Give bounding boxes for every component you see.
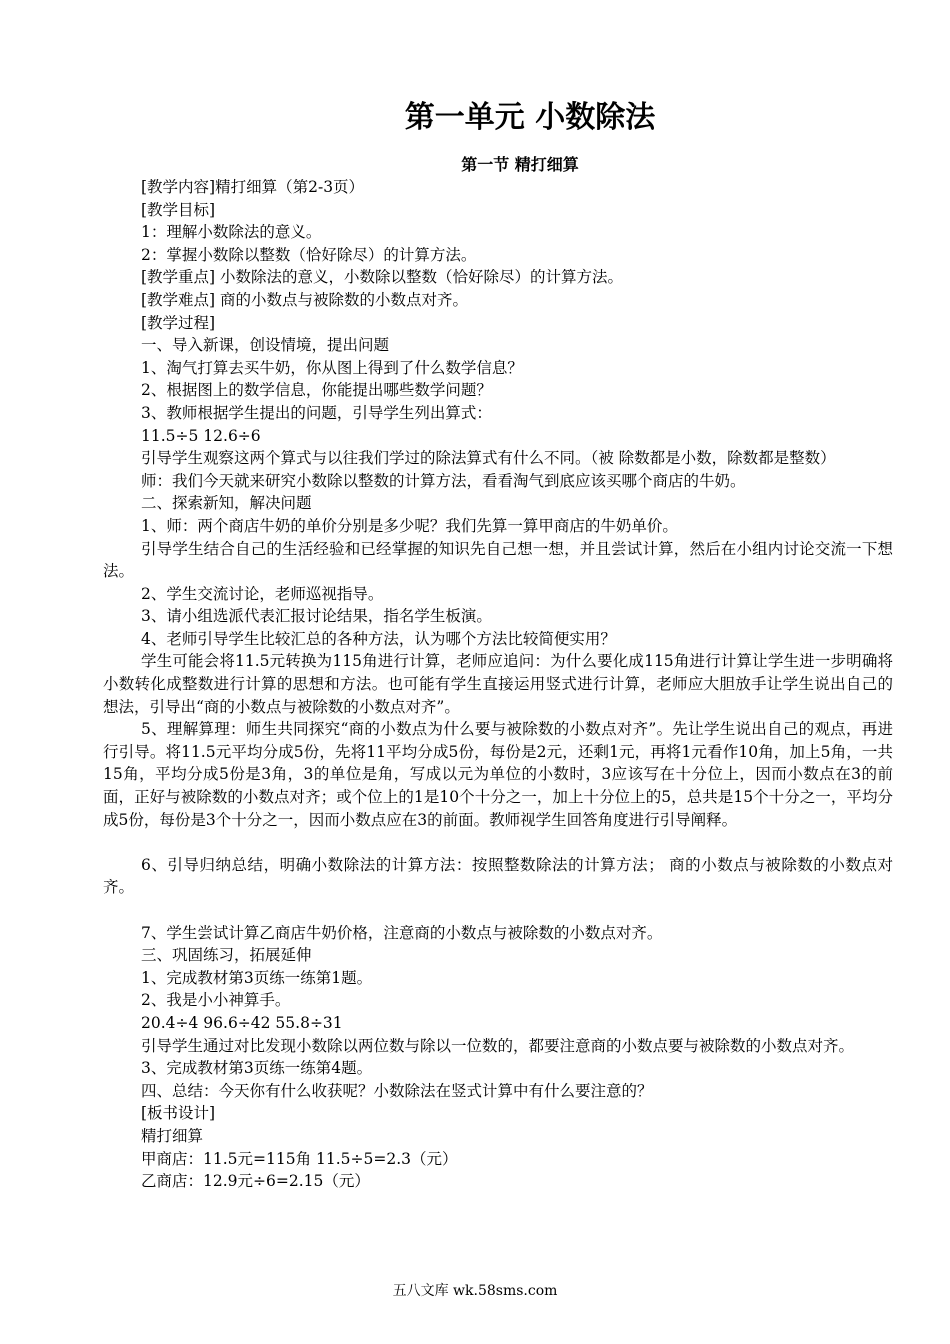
paragraph: 引导学生结合自己的生活经验和已经掌握的知识先自己想一想，并且尝试计算，然后在小组内讨论交流一下想法。 [103, 539, 893, 581]
paragraph: [教学过程] [141, 313, 216, 332]
paragraph: 学生可能会将11.5元转换为115角进行计算，老师应追问：为什么要化成115角进行计算让学生进一步明确将小数转化成整数进行计算的思想和方法。也可能有学生直接运用竖式进行计算，老师应大胆放手让学生说出自己的想法，引导出“商的小数点与被除数的小数点对齐”。 [103, 652, 893, 716]
paragraph: 20.4÷4 96.6÷42 55.8÷31 [141, 1013, 343, 1032]
paragraph: 4、老师引导学生比较汇总的各种方法，认为哪个方法比较简便实用？ [141, 629, 616, 648]
paragraph: 三、巩固练习，拓展延伸 [141, 946, 312, 965]
paragraph: 2、学生交流讨论，老师巡视指导。 [141, 584, 384, 603]
paragraph: 乙商店：12.9元÷6=2.15（元） [141, 1172, 370, 1191]
paragraph: 3、请小组选派代表汇报讨论结果，指名学生板演。 [141, 607, 492, 626]
paragraph: 5、理解算理：师生共同探究“商的小数点为什么要与被除数的小数点对齐”。先让学生说出自己的观点，再进行引导。将11.5元平均分成5份，先将11平均分成5份，每份是2元，还剩1元，再将1元看作10角，加上5角，一共15角，平均分成5份是3角，3的单位是角，写成以元为单位的小数时，3应该写在十分位上，因而小数点在3的前面，正好与被除数的小数点对齐；或个位上的1是10个十分之一，加上十分位上的5，总共是15个十分之一，平均分成5份，每份是3个十分之一，因而小数点应在3的前面。教师视学生回答角度进行引导阐释。 [103, 720, 893, 829]
paragraph: 2、我是小小神算手。 [141, 991, 291, 1010]
paragraph: 1：理解小数除法的意义。 [141, 223, 322, 242]
paragraph: 6、引导归纳总结，明确小数除法的计算方法：按照整数除法的计算方法； 商的小数点与被除数的小数点对齐。 [103, 855, 893, 897]
page-title: 第一单元 小数除法 [404, 100, 656, 135]
paragraph: 精打细算 [141, 1126, 204, 1145]
paragraph: 1、淘气打算去买牛奶，你从图上得到了什么数学信息？ [141, 358, 523, 377]
paragraph: 二、探索新知，解决问题 [141, 494, 312, 513]
paragraph: 7、学生尝试计算乙商店牛奶价格，注意商的小数点与被除数的小数点对齐。 [141, 923, 663, 942]
paragraph: 2、根据图上的数学信息，你能提出哪些数学问题？ [141, 381, 492, 400]
paragraph: 11.5÷5 12.6÷6 [141, 426, 261, 445]
document-body [103, 176, 893, 1193]
footer-watermark: 五八文库 wk.58sms.com [392, 1283, 558, 1299]
blank-line [103, 899, 893, 922]
paragraph: [教学内容]精打细算（第2-3页） [141, 178, 365, 196]
section-title: 第一节 精打细算 [461, 155, 579, 174]
paragraph: [教学重点] 小数除法的意义，小数除以整数（恰好除尽）的计算方法。 [141, 268, 624, 287]
paragraph: 一、导入新课，创设情境，提出问题 [141, 336, 390, 355]
paragraph: 2：掌握小数除以整数（恰好除尽）的计算方法。 [141, 245, 477, 264]
paragraph: 四、总结：今天你有什么收获呢？小数除法在竖式计算中有什么要注意的？ [141, 1081, 653, 1100]
paragraph: 1、完成教材第3页练一练第1题。 [141, 968, 373, 987]
paragraph: [教学目标] [141, 200, 216, 219]
paragraph: 引导学生通过对比发现小数除以两位数与除以一位数的，都要注意商的小数点要与被除数的小数点对齐。 [141, 1036, 855, 1055]
paragraph: 甲商店：11.5元=115角 11.5÷5=2.3（元） [141, 1149, 458, 1168]
paragraph: 3、教师根据学生提出的问题，引导学生列出算式： [141, 403, 492, 422]
blank-line [103, 831, 893, 854]
paragraph: [板书设计] [141, 1104, 216, 1123]
paragraph: 3、完成教材第3页练一练第4题。 [141, 1059, 373, 1078]
paragraph: 1、师：两个商店牛奶的单价分别是多少呢？我们先算一算甲商店的牛奶单价。 [141, 516, 678, 535]
paragraph: 师：我们今天就来研究小数除以整数的计算方法，看看淘气到底应该买哪个商店的牛奶。 [141, 471, 746, 490]
paragraph: [教学难点] 商的小数点与被除数的小数点对齐。 [141, 290, 469, 309]
paragraph: 引导学生观察这两个算式与以往我们学过的除法算式有什么不同。（被 除数都是小数，除数都是整数） [141, 449, 836, 468]
